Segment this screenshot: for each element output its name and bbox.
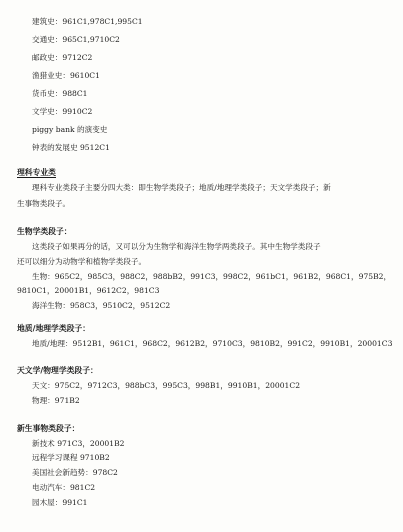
list-item: 远程学习课程 9710B2	[32, 453, 110, 462]
physics-codes-line: 物理：971B2	[32, 396, 80, 405]
section-heading-biology: 生物学类段子：	[17, 227, 72, 236]
list-item: 美国社会新趋势：978C2	[32, 468, 118, 477]
paragraph-line: 理科专业类段子主要分四大类：即生物学类段子；地质/地理学类段子；天文学类段子；新	[32, 183, 331, 192]
list-item: 渔猎业史：9610C1	[32, 71, 100, 80]
astronomy-codes-line: 天文：975C2，9712C3，988bC3，995C3，998B1，9910B1，20001C2	[32, 381, 301, 390]
marine-biology-line: 海洋生物：958C3，9510C2，9512C2	[32, 301, 171, 310]
list-item: piggy bank 的演变史	[32, 125, 108, 134]
list-item: 钟表的发展史 9512C1	[32, 143, 110, 152]
section-heading-astronomy: 天文学/物理学类段子：	[17, 366, 98, 375]
paragraph-line: 还可以细分为动物学和植物学类段子。	[17, 257, 147, 266]
list-item: 邮政史：9712C2	[32, 53, 93, 62]
list-item: 建筑史：961C1,978C1,995C1	[32, 17, 143, 26]
section-heading-science: 理科专业类	[17, 168, 56, 177]
list-item: 园木屋：991C1	[32, 498, 88, 507]
geology-codes-line: 地质/地理：9512B1，961C1，968C2，9612B2，9710C3，9810B2，991C2，9910B1，20001C3	[32, 339, 393, 348]
section-heading-new-things: 新生事物类段子：	[17, 424, 80, 433]
list-item: 文学史：9910C2	[32, 107, 93, 116]
biology-codes-line: 生物：965C2，985C3，988C2，988bB2，991C3，998C2，961bC1，961B2，968C1，975B2，	[32, 272, 392, 281]
list-item: 新技术 971C3，20001B2	[32, 439, 125, 448]
section-heading-geology: 地质/地理学类段子：	[17, 324, 91, 333]
biology-codes-line: 9810C1，20001B1，9612C2，981C3	[17, 286, 160, 295]
list-item: 货币史：988C1	[32, 89, 88, 98]
list-item: 电动汽车：981C2	[32, 483, 96, 492]
list-item: 交通史：965C1,9710C2	[32, 35, 120, 44]
paragraph-line: 这类段子如果再分的话，又可以分为生物学和海洋生物学两类段子。其中生物学类段子	[32, 242, 321, 251]
paragraph-line: 生事物类段子。	[17, 199, 71, 208]
